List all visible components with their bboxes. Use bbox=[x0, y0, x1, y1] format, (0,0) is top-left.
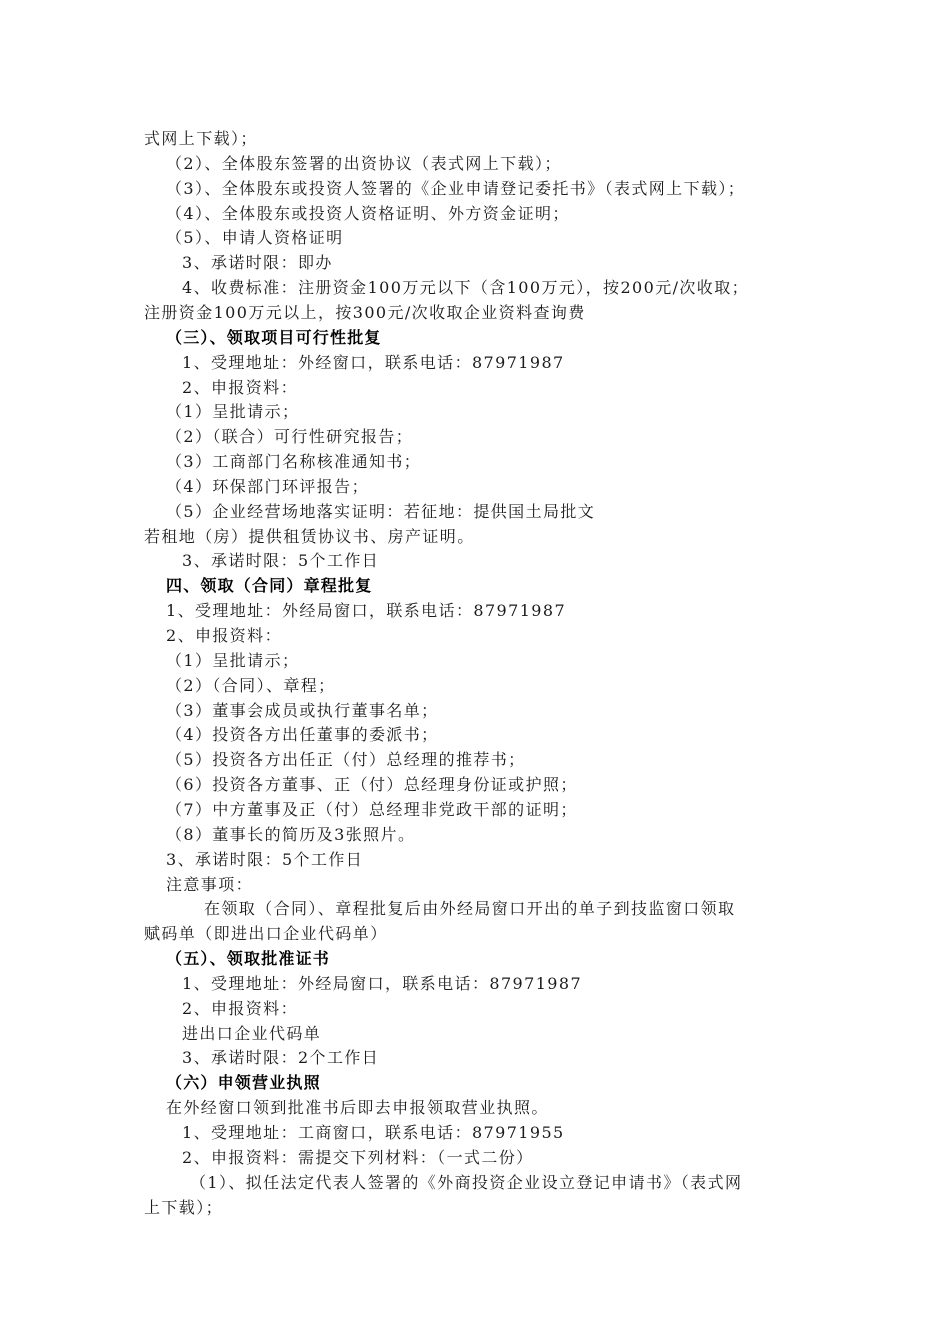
text-line: 3、承诺时限：2个工作日 bbox=[182, 1048, 380, 1067]
text-line: 3、承诺时限：5个工作日 bbox=[166, 850, 364, 869]
text-line: 在领取（合同）、章程批复后由外经局窗口开出的单子到技监窗口领取 bbox=[204, 899, 736, 918]
text-line: 2、申报资料：需提交下列材料：（一式二份） bbox=[182, 1148, 534, 1167]
text-line: （5）投资各方出任正（付）总经理的推荐书； bbox=[166, 750, 526, 769]
text-line: 3、承诺时限：即办 bbox=[182, 253, 333, 272]
text-line: 注意事项： bbox=[166, 875, 254, 894]
text-line: （2）（联合）可行性研究报告； bbox=[166, 427, 414, 446]
text-line: （1）、拟任法定代表人签署的《外商投资企业设立登记申请书》（表式网 bbox=[190, 1173, 743, 1192]
text-line: （3）、全体股东或投资人签署的《企业申请登记委托书》（表式网上下载）； bbox=[166, 179, 746, 198]
text-line: （6）投资各方董事、正（付）总经理身份证或护照； bbox=[166, 775, 578, 794]
text-line: 2、申报资料： bbox=[182, 378, 298, 397]
text-line: 进出口企业代码单 bbox=[182, 1024, 322, 1043]
text-line: （5）企业经营场地落实证明：若征地：提供国土局批文 bbox=[166, 502, 596, 521]
text-line: 1、受理地址：外经局窗口，联系电话：87971987 bbox=[166, 601, 567, 620]
text-line: 4、收费标准：注册资金100万元以下（含100万元），按200元/次收取； bbox=[182, 278, 749, 297]
text-line: （2）（合同）、章程； bbox=[166, 676, 336, 695]
text-line: （3）工商部门名称核准通知书； bbox=[166, 452, 422, 471]
text-line: 赋码单（即进出口企业代码单） bbox=[144, 924, 388, 943]
text-line: 1、受理地址：工商窗口，联系电话：87971955 bbox=[182, 1123, 565, 1142]
text-line: 2、申报资料： bbox=[166, 626, 282, 645]
text-line: （4）环保部门环评报告； bbox=[166, 477, 369, 496]
text-line: （1）呈批请示； bbox=[166, 651, 300, 670]
text-line: 2、申报资料： bbox=[182, 999, 298, 1018]
text-line: 3、承诺时限：5个工作日 bbox=[182, 551, 380, 570]
text-line: （3）董事会成员或执行董事名单； bbox=[166, 701, 439, 720]
section-heading: 四、领取（合同）章程批复 bbox=[166, 576, 373, 595]
text-line: 注册资金100万元以上，按300元/次收取企业资料查询费 bbox=[144, 303, 586, 322]
text-line: 1、受理地址：外经局窗口，联系电话：87971987 bbox=[182, 974, 583, 993]
text-line: 式网上下载）； bbox=[144, 129, 258, 148]
section-heading: （三）、领取项目可行性批复 bbox=[166, 328, 382, 347]
text-line: （5）、申请人资格证明 bbox=[166, 228, 344, 247]
text-line: 1、受理地址：外经窗口，联系电话：87971987 bbox=[182, 353, 565, 372]
section-heading: （六）申领营业执照 bbox=[166, 1073, 321, 1092]
text-line: 在外经窗口领到批准书后即去申报领取营业执照。 bbox=[166, 1098, 549, 1117]
text-line: （4）、全体股东或投资人资格证明、外方资金证明； bbox=[166, 204, 570, 223]
text-line: （4）投资各方出任董事的委派书； bbox=[166, 725, 439, 744]
text-line: 上下载）； bbox=[144, 1198, 224, 1217]
text-line: （7）中方董事及正（付）总经理非党政干部的证明； bbox=[166, 800, 578, 819]
text-line: （8）董事长的简历及3张照片。 bbox=[166, 825, 416, 844]
text-line: （2）、全体股东签署的出资协议（表式网上下载）； bbox=[166, 154, 562, 173]
section-heading: （五）、领取批准证书 bbox=[166, 949, 331, 968]
text-line: （1）呈批请示； bbox=[166, 402, 300, 421]
text-line: 若租地（房）提供租赁协议书、房产证明。 bbox=[144, 527, 475, 546]
